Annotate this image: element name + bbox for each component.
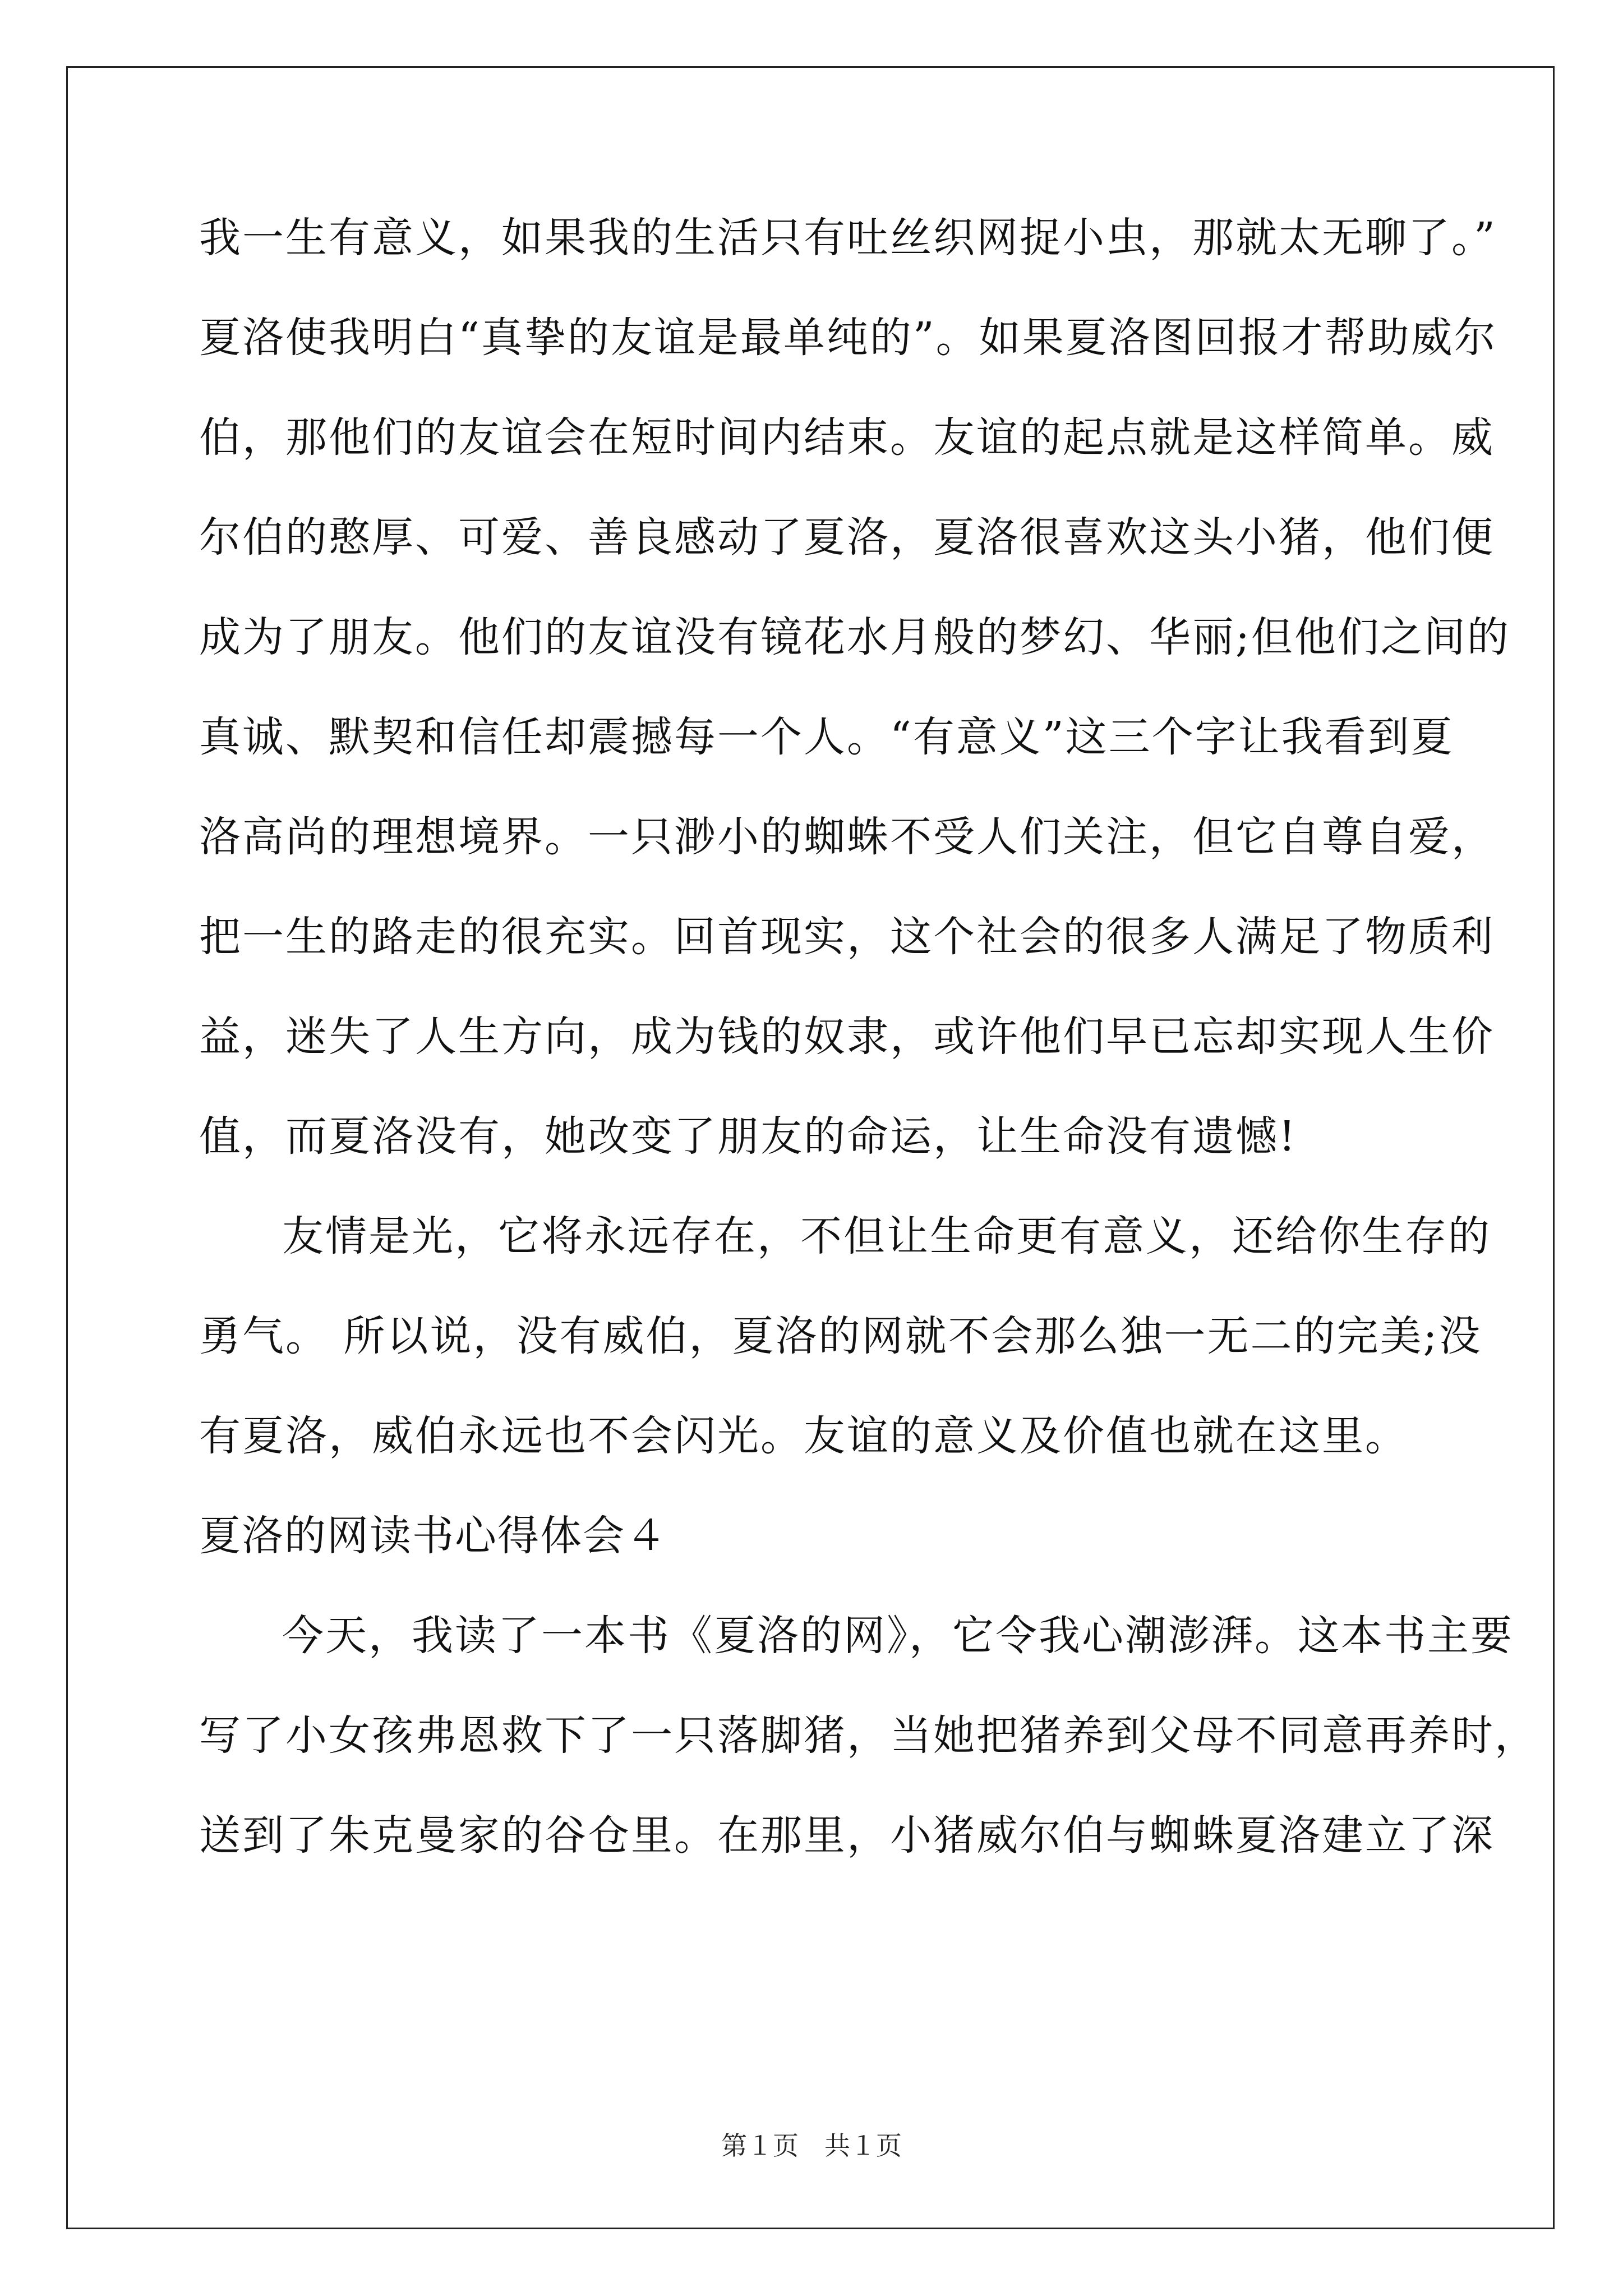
text-line: 送到了朱克曼家的谷仓里。在那里，小猪威尔伯与蜘蛛夏洛建立了深 (199, 1811, 1495, 1860)
text-line: 真诚、默契和信任却震撼每一个人。“有意义”这三个字让我看到夏 (199, 713, 1454, 761)
text-line: 益，迷失了人生方向，成为钱的奴隶，或许他们早已忘却实现人生价 (199, 1013, 1495, 1061)
section-heading: 夏洛的网读书心得体会４ (199, 1512, 668, 1560)
text-line: 勇气。 所以说，没有威伯，夏洛的网就不会那么独一无二的完美;没 (199, 1312, 1482, 1360)
text-line: 洛高尚的理想境界。一只渺小的蜘蛛不受人们关注，但它自尊自爱， (199, 813, 1495, 861)
text-line: 把一生的路走的很充实。回首现实，这个社会的很多人满足了物质利 (199, 913, 1495, 961)
text-line: 尔伯的憨厚、可爱、善良感动了夏洛，夏洛很喜欢这头小猪，他们便 (199, 513, 1495, 562)
text-line: 写了小女孩弗恩救下了一只落脚猪，当她把猪养到父母不同意再养时， (199, 1711, 1538, 1760)
text-line: 今天，我读了一本书《夏洛的网》，它令我心潮澎湃。这本书主要 (282, 1612, 1514, 1660)
page-footer: 第１页 共１页 (721, 2131, 902, 2161)
text-line: 有夏洛，威伯永远也不会闪光。友谊的意义及价值也就在这里。 (199, 1412, 1408, 1460)
text-line: 伯，那他们的友谊会在短时间内结束。友谊的起点就是这样简单。威 (199, 413, 1495, 462)
text-line: 值，而夏洛没有，她改变了朋友的命运，让生命没有遗憾! (199, 1112, 1297, 1161)
document-body (199, 188, 1538, 1885)
text-line: 友情是光，它将永远存在，不但让生命更有意义，还给你生存的 (282, 1212, 1491, 1260)
text-line: 夏洛使我明白“真挚的友谊是最单纯的”。如果夏洛图回报才帮助威尔 (199, 314, 1497, 362)
text-line: 成为了朋友。他们的友谊没有镜花水月般的梦幻、华丽;但他们之间的 (199, 613, 1510, 661)
text-line: 我一生有意义，如果我的生活只有吐丝织网捉小虫，那就太无聊了。” (199, 214, 1497, 262)
